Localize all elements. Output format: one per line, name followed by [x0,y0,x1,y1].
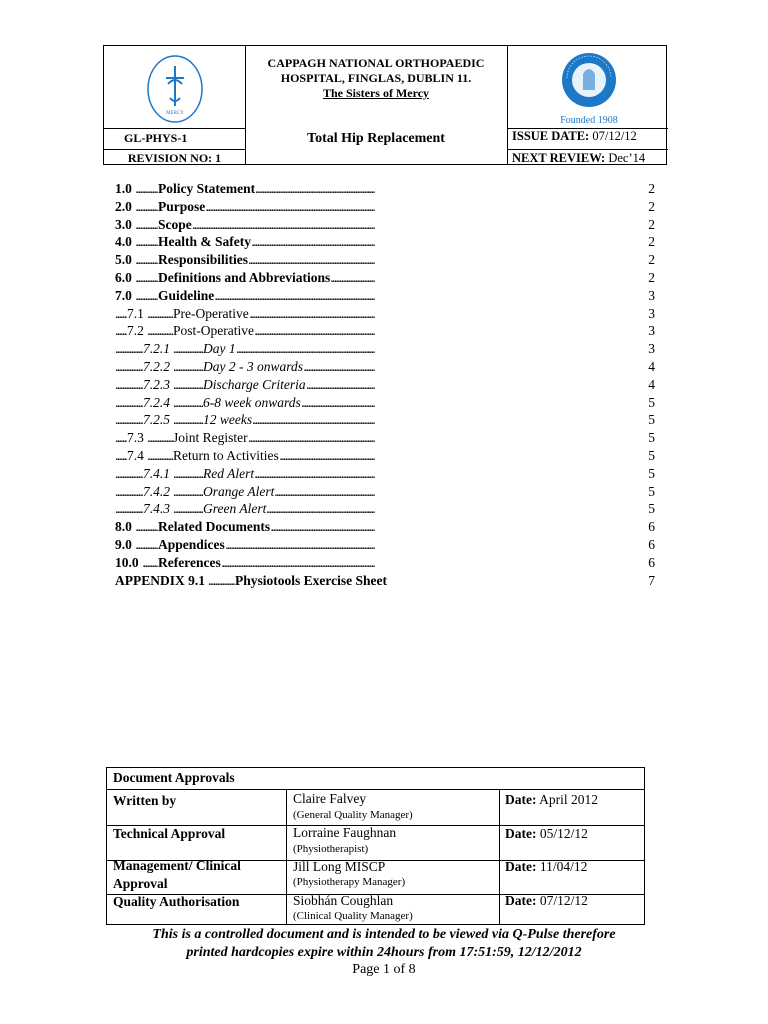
svg-text:Founded 1908: Founded 1908 [560,115,618,126]
toc-entry-page: 5 [648,465,655,481]
toc-entry-number: 2.0 [115,198,136,216]
toc-entry[interactable] [115,554,655,572]
toc-entry-number: 7.3 [127,429,148,447]
toc-entry-page: 5 [648,430,655,446]
cappagh-logo [553,50,625,126]
toc-entry-title: Guideline [158,287,215,303]
approval-date [505,859,587,875]
toc-entry-title: Policy Statement [158,181,256,196]
approval-date-label: Date: [505,826,537,841]
approver-title: (Clinical Quality Manager) [293,910,413,922]
toc-entry[interactable] [115,216,655,234]
next-review [512,151,645,166]
approval-date [505,893,588,909]
toc-entry-number: 1.0 [115,180,136,198]
toc-entry-title: Scope [158,216,192,232]
toc-leader-dots [115,394,641,412]
approval-date-value: 05/12/12 [539,826,588,841]
next-review-label: NEXT REVIEW: [512,151,606,165]
toc-entry-number: 7.4.2 [143,483,174,501]
toc-entry-page: 3 [648,323,655,339]
table-divider [286,789,287,924]
svg-text:MERCY: MERCY [166,111,184,116]
approval-date-value: April 2012 [539,792,598,807]
toc-leader-dots [115,358,641,376]
toc-entry-number: 9.0 [115,536,136,554]
toc-entry[interactable] [115,447,655,465]
header-divider [104,128,245,129]
hospital-address-line: HOSPITAL, FINGLAS, DUBLIN 11. [280,71,472,85]
issue-date-label: ISSUE DATE: [512,129,590,143]
hospital-name [245,56,507,101]
approval-date-label: Date: [505,893,537,908]
toc-entry-number: 7.4.1 [143,465,174,483]
toc-entry-page: 5 [648,483,655,499]
toc-entry-title: Pre-Operative [173,305,249,321]
toc-entry-title: Related Documents [158,519,271,535]
table-divider [107,789,644,790]
toc-entry-number: 7.2.1 [143,340,174,358]
toc-entry[interactable] [115,180,655,198]
toc-entry[interactable] [115,465,655,483]
toc-entry[interactable] [115,358,655,376]
page-number: Page 1 of 8 [352,962,416,977]
toc-entry-page: 3 [648,341,655,357]
toc-entry-title: Physiotools Exercise Sheet [235,572,387,588]
toc-entry-title: Orange Alert [203,483,275,499]
toc-entry-page: 2 [648,234,655,250]
toc-entry-number: 3.0 [115,216,136,234]
toc-entry-page: 2 [648,181,655,196]
toc-entry[interactable] [115,500,655,518]
toc-entry[interactable] [115,536,655,554]
toc-entry-page: 7 [648,572,655,588]
toc-entry-title: Health & Safety [158,234,251,250]
approval-date-value: 07/12/12 [539,893,588,908]
approval-role-label: Technical Approval [113,826,226,841]
hospital-name-line: CAPPAGH NATIONAL ORTHOPAEDIC [267,56,485,70]
toc-leader-dots [115,216,641,234]
document-header-table [103,45,667,165]
approver-name: Lorraine Faughnan [293,825,397,840]
approver-title: (General Quality Manager) [293,809,413,821]
approval-date-value: 11/04/12 [539,859,588,874]
toc-leader-dots [115,376,641,394]
approval-date-label: Date: [505,792,537,807]
toc-entry-number: 7.2 [127,322,148,340]
toc-entry-title: 12 weeks [203,412,253,428]
toc-entry-number: 7.4.3 [143,500,174,518]
toc-entry-title: Green Alert [203,501,267,517]
toc-entry-number: 7.4 [127,447,148,465]
toc-entry-page: 2 [648,252,655,268]
toc-entry[interactable] [115,322,655,340]
toc-entry[interactable] [115,251,655,269]
document-approvals-table [106,767,645,925]
toc-entry-page: 2 [648,216,655,232]
toc-entry[interactable] [115,429,655,447]
toc-entry[interactable] [115,518,655,536]
toc-entry[interactable] [115,376,655,394]
header-divider [507,149,668,150]
toc-entry-number: 7.2.3 [143,376,174,394]
approval-role-label: Quality Authorisation [113,894,240,909]
toc-entry[interactable] [115,340,655,358]
toc-entry-page: 4 [648,359,655,374]
toc-entry-page: 5 [648,394,655,410]
toc-entry[interactable] [115,233,655,251]
approver-title: (Physiotherapist) [293,843,369,855]
approval-role-label: Written by [113,793,177,808]
approver-name: Claire Falvey [293,791,367,806]
toc-entry-page: 6 [648,554,655,570]
toc-entry-title: Definitions and Abbreviations [158,270,331,285]
toc-entry-number: 8.0 [115,518,136,536]
toc-entry-page: 6 [648,537,655,552]
toc-entry-number: APPENDIX 9.1 [115,572,209,590]
toc-entry-number: 10.0 [115,554,143,572]
toc-entry-title: Return to Activities [173,448,279,463]
toc-entry-page: 3 [648,287,655,303]
toc-entry[interactable] [115,411,655,429]
toc-entry-number: 7.2.4 [143,394,174,412]
header-divider [507,46,508,164]
toc-entry-title: Responsibilities [158,252,249,268]
toc-entry-number: 7.0 [115,287,136,305]
toc-entry[interactable] [115,394,655,412]
toc-leader-dots [115,340,641,358]
document-code: GL-PHYS-1 [124,131,188,145]
toc-entry-title: Purpose [158,198,206,214]
toc-entry-number: 6.0 [115,269,136,287]
toc-leader-dots [115,500,641,518]
toc-entry-title: Red Alert [203,465,255,481]
toc-entry-title: Joint Register [173,430,248,446]
toc-entry[interactable] [115,305,655,323]
toc-entry[interactable] [115,198,655,216]
issue-date-value: 07/12/12 [592,129,637,143]
approver-name: Siobhán Coughlan [293,893,394,908]
toc-entry-page: 5 [648,412,655,428]
toc-entry[interactable] [115,483,655,501]
toc-entry-title: Appendices [158,537,225,552]
toc-entry-title: Day 1 [203,341,236,357]
revision-number: REVISION NO: 1 [127,151,222,165]
toc-entry[interactable] [115,287,655,305]
toc-entry-title: 6-8 week onwards [203,394,301,410]
toc-entry-page: 5 [648,501,655,517]
toc-entry-page: 6 [648,519,655,535]
approval-date [505,792,598,808]
toc-entry-title: Post-Operative [173,323,254,339]
table-divider [499,789,500,924]
hospital-order-line: The Sisters of Mercy [322,86,430,100]
mercy-logo [146,54,204,124]
toc-leader-dots [115,483,641,501]
toc-leader-dots [115,465,641,483]
toc-entry-number: 5.0 [115,251,136,269]
toc-entry-page: 2 [648,198,655,214]
approval-date-label: Date: [505,859,537,874]
approvals-heading: Document Approvals [113,770,235,785]
approval-role-label: Management/ Clinical Approval [113,858,241,891]
next-review-value: Dec’14 [608,151,646,165]
toc-leader-dots [115,411,641,429]
controlled-document-notice: This is a controlled document and is intended to be viewed via Q-Pulse therefore [152,927,616,942]
toc-entry-page: 5 [648,448,655,463]
toc-entry-page: 4 [648,376,655,392]
toc-entry-title: Discharge Criteria [203,376,306,392]
toc-entry-number: 4.0 [115,233,136,251]
toc-entry-title: References [158,554,221,570]
toc-entry-number: 7.2.5 [143,411,174,429]
toc-entry[interactable] [115,269,655,287]
toc-entry-page: 3 [648,305,655,321]
approver-name: Jill Long MISCP [293,859,386,874]
document-title: Total Hip Replacement [307,131,445,146]
approver-title: (Physiotherapy Manager) [293,876,406,888]
toc-entry[interactable] [115,572,655,590]
issue-date [512,129,637,144]
toc-entry-page: 2 [648,270,655,285]
toc-entry-number: 7.1 [127,305,148,323]
toc-entry-title: Day 2 - 3 onwards [203,359,303,374]
header-divider [104,149,245,150]
hardcopy-expiry-notice: printed hardcopies expire within 24hours from 17:51:59, 12/12/2012 [186,945,582,960]
toc-entry-number: 7.2.2 [143,358,174,376]
approval-date [505,826,588,842]
